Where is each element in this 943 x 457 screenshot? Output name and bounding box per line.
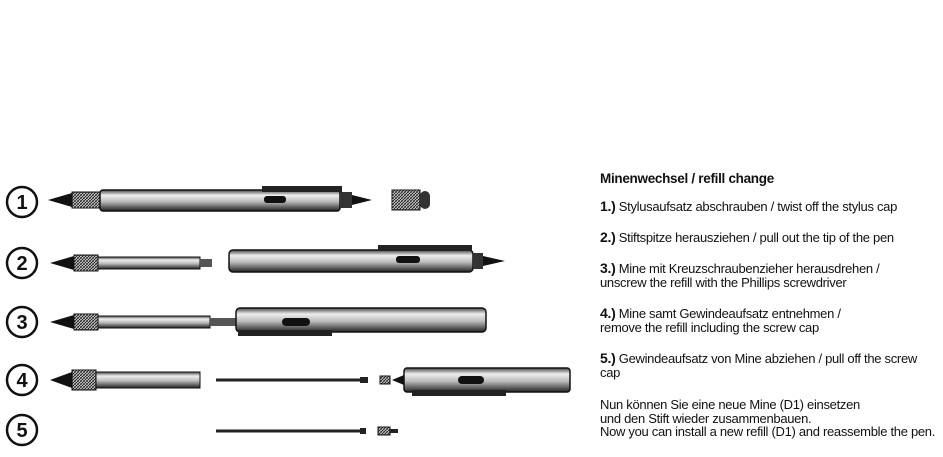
closing-line-1: Nun können Sie eine neue Mine (D1) einsetzen xyxy=(600,397,860,412)
step-2 xyxy=(600,230,940,245)
step-4-text-line-1: Mine samt Gewindeaufsatz entnehmen / xyxy=(618,306,841,321)
refill-and-screw-cap-illustration xyxy=(216,427,398,435)
step-circle-3 xyxy=(7,307,37,337)
pen-body-illustration xyxy=(229,245,505,272)
step-circle-1 xyxy=(7,187,37,217)
instructions-panel xyxy=(600,172,940,439)
step-3 xyxy=(600,261,940,290)
closing-line-3: Now you can install a new refill (D1) and reassemble the pen. xyxy=(600,424,936,439)
step-1-text: Stylusaufsatz abschrauben / twist off the stylus cap xyxy=(618,199,898,214)
step-1-number: 1.) xyxy=(600,198,616,214)
step-circle-2-label: 2 xyxy=(16,253,28,275)
pen-full-illustration xyxy=(48,186,372,211)
step-5-number: 5.) xyxy=(600,350,616,366)
step-4-text-line-2: remove the refill including the screw cap xyxy=(600,320,819,335)
step-circle-3-label: 3 xyxy=(16,312,28,334)
step-4-number: 4.) xyxy=(600,305,616,321)
step-3-number: 3.) xyxy=(600,260,616,276)
step-circle-2 xyxy=(7,248,37,278)
step-2-text: Stiftspitze herausziehen / pull out the tip of the pen xyxy=(618,230,894,245)
step-4 xyxy=(600,306,940,335)
step-circle-1-label: 1 xyxy=(16,192,28,214)
refill-unscrew-illustration xyxy=(50,308,486,336)
step-1 xyxy=(600,199,940,214)
step-circle-5-label: 5 xyxy=(16,420,28,442)
step-3-text-line-2: unscrew the refill with the Phillips screwdriver xyxy=(600,275,847,290)
stylus-cap-illustration xyxy=(392,190,430,210)
closing-note xyxy=(600,398,940,439)
pen-tip-illustration xyxy=(50,255,212,271)
step-5 xyxy=(600,351,940,380)
step-3-text-line-1: Mine mit Kreuzschraubenzieher herausdrehen / xyxy=(618,261,880,276)
step-5-text: Gewindeaufsatz von Mine abziehen / pull off the screw cap xyxy=(600,351,917,380)
step-circle-5 xyxy=(7,415,37,445)
closing-line-2: und den Stift wieder zusammenbauen. xyxy=(600,410,812,426)
instructions-title: Minenwechsel / refill change xyxy=(600,171,774,186)
step-circle-4 xyxy=(7,365,37,395)
step-circle-4-label: 4 xyxy=(16,370,28,392)
step-2-number: 2.) xyxy=(600,229,616,245)
refill-removed-illustration xyxy=(50,368,570,396)
